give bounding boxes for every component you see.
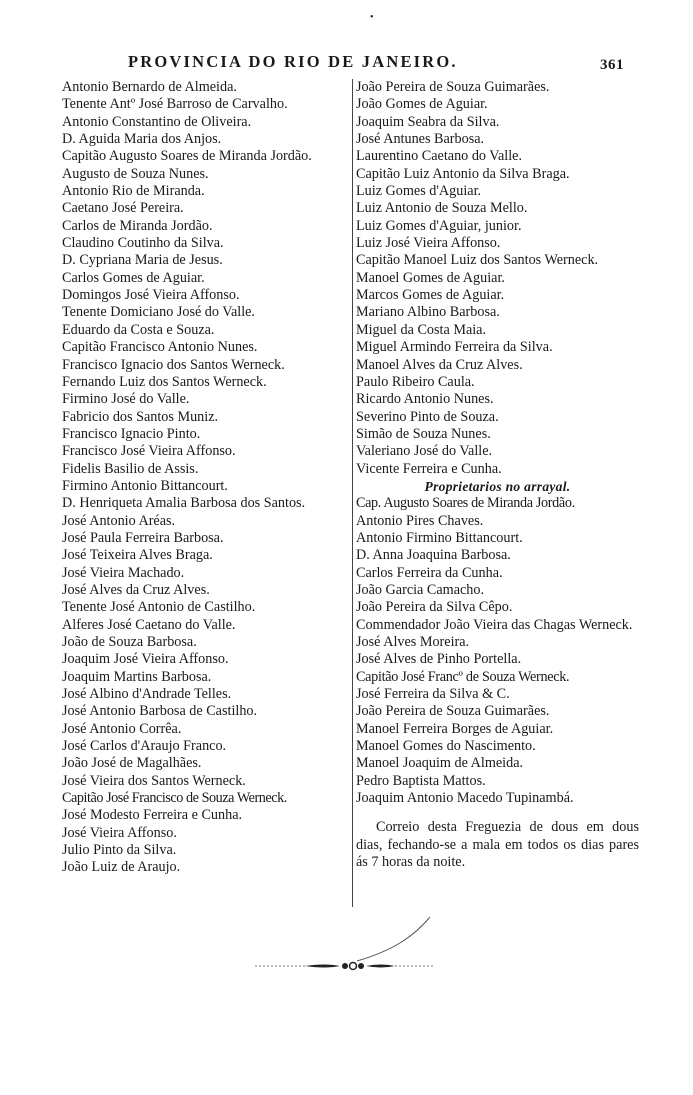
correio-note	[356, 819, 639, 871]
list-item: José Carlos d'Araujo Franco.	[62, 738, 227, 755]
list-item: José Alves Moreira.	[356, 634, 470, 650]
list-item: Luiz José Vieira Affonso.	[356, 235, 501, 252]
list-item: Severino Pinto de Souza.	[356, 408, 499, 425]
list-item: Tenente Domiciano José do Valle.	[62, 304, 255, 321]
page-number: 361	[600, 57, 624, 73]
list-item: Joaquim Seabra da Silva.	[356, 113, 500, 130]
list-item: José Teixeira Alves Braga.	[62, 547, 213, 564]
list-item: Eduardo da Costa e Souza.	[62, 321, 215, 338]
list-item: Manoel Joaquim de Almeida.	[356, 755, 524, 772]
list-item: Joaquim José Vieira Affonso.	[62, 651, 229, 668]
list-item: Antonio Pires Chaves.	[356, 512, 484, 529]
list-item: João Pereira de Souza Guimarães.	[356, 703, 550, 720]
list-item: João Pereira da Silva Cêpo.	[356, 599, 513, 616]
list-item: José Paula Ferreira Barbosa.	[62, 529, 224, 546]
list-item: Carlos de Miranda Jordão.	[62, 217, 213, 234]
right-column	[352, 79, 639, 907]
list-item: Ricardo Antonio Nunes.	[356, 391, 494, 408]
list-item: João Pereira de Souza Guimarães.	[356, 79, 550, 95]
list-item: Francisco Ignacio Pinto.	[62, 425, 201, 442]
list-item: Cap. Augusto Soares de Miranda Jordão.	[356, 495, 575, 512]
list-item: D. Cypriana Maria de Jesus.	[62, 252, 223, 269]
list-item: José Vieira dos Santos Werneck.	[62, 772, 246, 789]
list-item: Domingos José Vieira Affonso.	[62, 287, 240, 304]
list-item: Claudino Coutinho da Silva.	[62, 235, 224, 252]
list-item: João Garcia Camacho.	[356, 581, 485, 598]
list-item: Fernando Luiz dos Santos Werneck.	[62, 373, 267, 390]
list-item: Carlos Ferreira da Cunha.	[356, 564, 503, 581]
list-item: Manoel Gomes de Aguiar.	[356, 269, 505, 286]
list-item: Capitão Francisco Antonio Nunes.	[62, 339, 258, 356]
correio-note-text: Correio desta Freguezia de dous em dous dias, fechando-se a mala em todos os dias pares ás 7 horas da noite.	[356, 819, 639, 871]
list-item: Valeriano José do Valle.	[356, 443, 493, 460]
list-item: Luiz Gomes d'Aguiar.	[356, 183, 482, 200]
list-item: Antonio Rio de Miranda.	[62, 183, 205, 200]
list-item: Manoel Alves da Cruz Alves.	[356, 356, 523, 373]
list-item: José Antonio Corrêa.	[62, 720, 182, 737]
spacer	[356, 807, 639, 819]
list-item: Augusto de Souza Nunes.	[62, 165, 209, 182]
list-item: Pedro Baptista Mattos.	[356, 772, 486, 789]
section-heading: Proprietarios no arrayal.	[424, 478, 571, 494]
list-item: Joaquim Antonio Macedo Tupinambá.	[356, 790, 574, 807]
list-item: Antonio Constantino de Oliveira.	[62, 113, 252, 130]
list-item: Alferes José Caetano do Valle.	[62, 616, 236, 633]
list-item: Luiz Gomes d'Aguiar, junior.	[356, 217, 522, 234]
left-column	[62, 79, 344, 877]
list-item: Antonio Bernardo de Almeida.	[62, 79, 237, 95]
list-item: Manoel Ferreira Borges de Aguiar.	[356, 720, 554, 737]
list-item: José Albino d'Andrade Telles.	[62, 686, 232, 703]
list-item: Fabricio dos Santos Muniz.	[62, 408, 219, 425]
list-item: Firmino José do Valle.	[62, 391, 190, 408]
list-item: Commendador João Vieira das Chagas Werneck.	[356, 616, 633, 633]
list-item: Miguel da Costa Maia.	[356, 321, 487, 338]
list-item: Mariano Albino Barbosa.	[356, 304, 500, 321]
list-item: Vicente Ferreira e Cunha.	[356, 460, 502, 477]
list-item: Miguel Armindo Ferreira da Silva.	[356, 339, 553, 356]
list-item: Luiz Antonio de Souza Mello.	[356, 200, 528, 217]
list-item: Firmino Antonio Bittancourt.	[62, 477, 228, 494]
list-item: Tenente José Antonio de Castilho.	[62, 599, 256, 616]
list-item: Capitão Luiz Antonio da Silva Braga.	[356, 165, 570, 182]
list-item: Francisco Ignacio dos Santos Werneck.	[62, 356, 285, 373]
list-item: Manoel Gomes do Nascimento.	[356, 738, 536, 755]
list-item: Julio Pinto da Silva.	[62, 842, 177, 859]
list-item: João de Souza Barbosa.	[62, 634, 197, 650]
list-item: Francisco José Vieira Affonso.	[62, 443, 236, 460]
list-item: João José de Magalhães.	[62, 755, 202, 772]
list-item: José Antonio Aréas.	[62, 512, 176, 529]
ink-dot: •	[370, 12, 374, 23]
list-item: Laurentino Caetano do Valle.	[356, 148, 522, 165]
list-item: Fidelis Basilio de Assis.	[62, 460, 199, 477]
list-item: Capitão José Francisco de Souza Werneck.	[62, 790, 287, 807]
list-item: Capitão José Francº de Souza Werneck.	[356, 668, 570, 685]
list-item: Tenente Antº José Barroso de Carvalho.	[62, 96, 288, 113]
list-item: Marcos Gomes de Aguiar.	[356, 287, 505, 304]
page-header: PROVINCIA DO RIO DE JANEIRO.	[128, 52, 458, 71]
list-item: João Luiz de Araujo.	[62, 859, 181, 876]
list-item: Joaquim Martins Barbosa.	[62, 668, 212, 685]
ornamental-rule	[255, 958, 435, 974]
list-item: Carlos Gomes de Aguiar.	[62, 269, 205, 286]
list-item: D. Anna Joaquina Barbosa.	[356, 547, 511, 564]
list-item: Antonio Firmino Bittancourt.	[356, 529, 523, 546]
list-item: Caetano José Pereira.	[62, 200, 184, 217]
list-item: José Antonio Barbosa de Castilho.	[62, 703, 258, 720]
list-item: José Alves de Pinho Portella.	[356, 651, 522, 668]
list-item: José Alves da Cruz Alves.	[62, 581, 210, 598]
list-item: Capitão Manoel Luiz dos Santos Werneck.	[356, 252, 599, 269]
list-item: José Antunes Barbosa.	[356, 131, 485, 148]
list-item: José Vieira Affonso.	[62, 824, 177, 841]
list-item: Simão de Souza Nunes.	[356, 425, 491, 442]
list-item: João Gomes de Aguiar.	[356, 96, 488, 113]
list-item: D. Aguida Maria dos Anjos.	[62, 131, 222, 148]
list-item: D. Henriqueta Amalia Barbosa dos Santos.	[62, 495, 306, 512]
list-item: Paulo Ribeiro Caula.	[356, 373, 475, 390]
list-item: Capitão Augusto Soares de Miranda Jordão.	[62, 148, 312, 165]
list-item: José Vieira Machado.	[62, 564, 185, 581]
list-item: José Modesto Ferreira e Cunha.	[62, 807, 243, 824]
list-item: José Ferreira da Silva & C.	[356, 686, 510, 703]
